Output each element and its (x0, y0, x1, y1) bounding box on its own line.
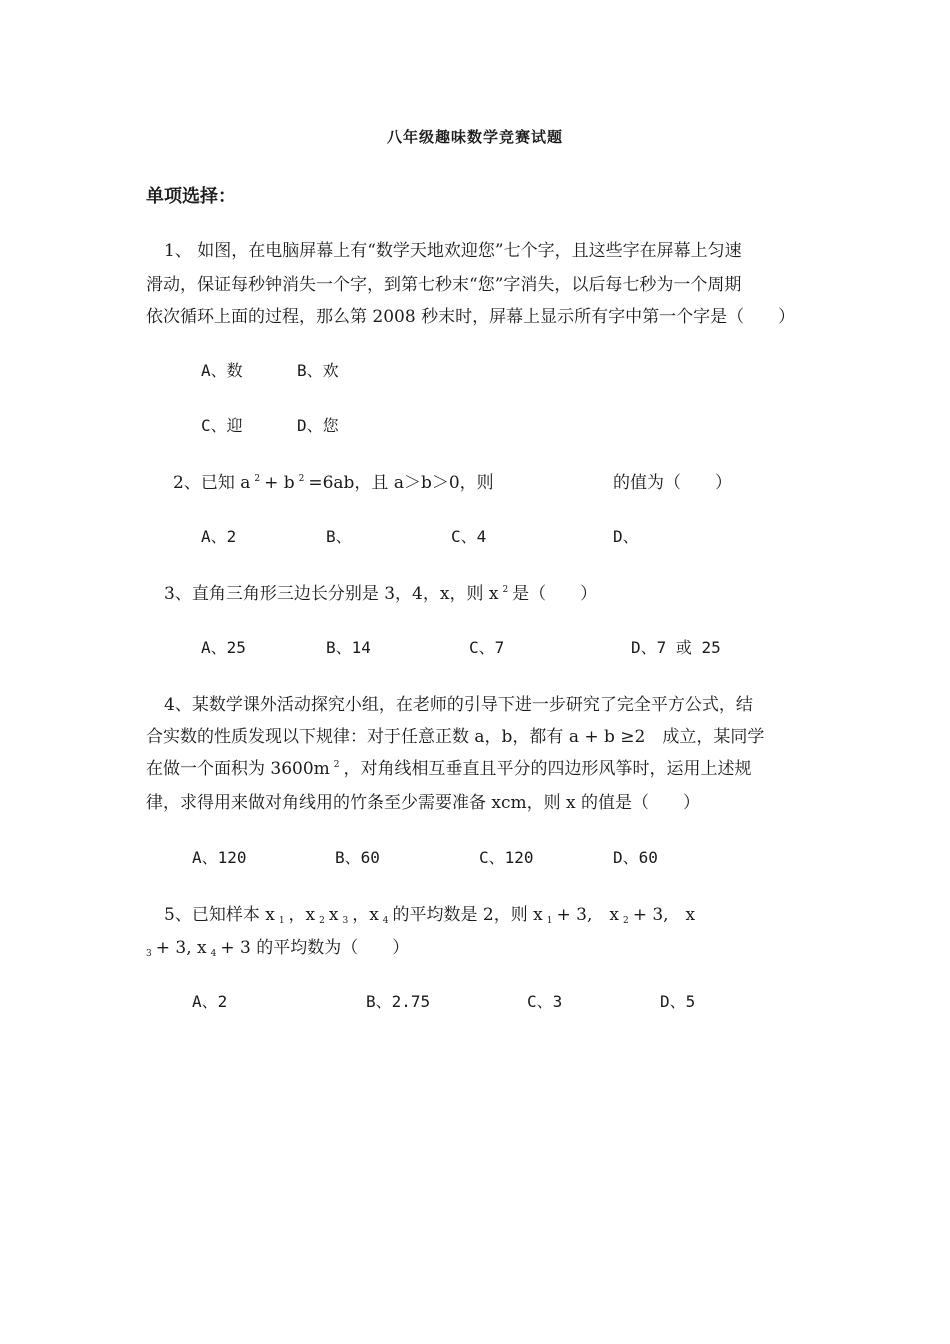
superscript: 2 (254, 474, 261, 484)
subscript: 3 (342, 916, 349, 926)
question-5-text: + 3 的平均数为（ ） (220, 938, 410, 958)
question-2-option-d: D、 (613, 527, 639, 546)
superscript: 2 (502, 585, 509, 595)
question-2-text: 2、已知 a (173, 473, 251, 493)
question-2-text: + b (264, 473, 295, 493)
superscript: 2 (298, 474, 305, 484)
question-3-stem (164, 579, 597, 604)
question-1-option-d: D、您 (297, 416, 339, 435)
question-1-line-3: 依次循环上面的过程，那么第 2008 秒末时，屏幕上显示所有字中第一个字是（ ） (146, 307, 796, 327)
question-1-option-c: C、迎 (201, 416, 243, 435)
section-heading: 单项选择： (146, 186, 236, 207)
question-2-option-c: C、4 (451, 527, 487, 546)
question-1-line-2: 滑动，保证每秒钟消失一个字，到第七秒末“您”字消失，以后每七秒为一个周期 (146, 275, 742, 295)
question-1-option-b: B、欢 (297, 361, 339, 380)
question-4-text: ，对角线相互垂直且平分的四边形风筝时，运用上述规 (343, 759, 752, 779)
question-5-text: + 3, x (556, 905, 619, 925)
question-5-option-c: C、3 (527, 992, 563, 1011)
question-4-option-b: B、60 (335, 848, 380, 867)
question-1-option-a: A、数 (201, 361, 243, 380)
question-2-stem (173, 468, 494, 493)
question-2-text: =6ab，且 a＞b＞0，则 (308, 473, 494, 493)
question-5-text: + 3, x (632, 905, 696, 925)
subscript: 2 (319, 916, 325, 926)
question-5-text: 5、已知样本 x (164, 905, 275, 925)
question-4-option-d: D、60 (613, 848, 658, 867)
subscript: 2 (622, 916, 629, 926)
question-4-line-1: 4、某数学课外活动探究小组，在老师的引导下进一步研究了完全平方公式，结 (164, 695, 753, 715)
question-3-text: 是（ ） (512, 584, 598, 604)
question-5-text: ，x (288, 905, 316, 925)
question-3-option-d: D、7 或 25 (631, 638, 721, 657)
question-5-option-a: A、2 (192, 992, 228, 1011)
question-5-text: x (328, 905, 339, 925)
question-4-line-4: 律，求得用来做对角线用的竹条至少需要准备 xcm，则 x 的值是（ ） (146, 793, 701, 813)
question-3-option-b: B、14 (326, 638, 371, 657)
question-3-option-a: A、25 (201, 638, 246, 657)
question-1-line-1: 1、 如图，在电脑屏幕上有“数学天地欢迎您”七个字，且这些字在屏幕上匀速 (164, 241, 742, 261)
question-3-option-c: C、7 (469, 638, 505, 657)
subscript: 1 (546, 916, 553, 926)
question-5-option-b: B、2.75 (366, 992, 431, 1011)
subscript: 3 (146, 949, 152, 959)
superscript: 2 (333, 760, 340, 770)
subscript: 1 (278, 916, 285, 926)
question-5-text: ，x (352, 905, 379, 925)
question-4-text: 在做一个面积为 3600m (146, 759, 330, 779)
subscript: 4 (382, 916, 389, 926)
question-2-option-a: A、2 (201, 527, 237, 546)
question-3-text: 3、直角三角形三边长分别是 3，4，x，则 x (164, 584, 499, 604)
question-5-option-d: D、5 (660, 992, 696, 1011)
question-2-option-b: B、 (326, 527, 352, 546)
question-5-text: + 3, x (155, 938, 207, 958)
question-4-line-3 (146, 754, 752, 779)
page-title: 八年级趣味数学竞赛试题 (386, 128, 563, 146)
question-4-line-2: 合实数的性质发现以下规律：对于任意正数 a，b，都有 a + b ≥2 成立，某同学 (146, 727, 765, 747)
question-5-line-1 (164, 900, 695, 926)
question-5-line-2 (142, 933, 409, 959)
question-2-tail: 的值为（ ） (613, 473, 732, 493)
question-5-text: 的平均数是 2，则 x (392, 905, 543, 925)
question-4-option-a: A、120 (192, 848, 247, 867)
question-4-option-c: C、120 (479, 848, 534, 867)
subscript: 4 (210, 949, 217, 959)
